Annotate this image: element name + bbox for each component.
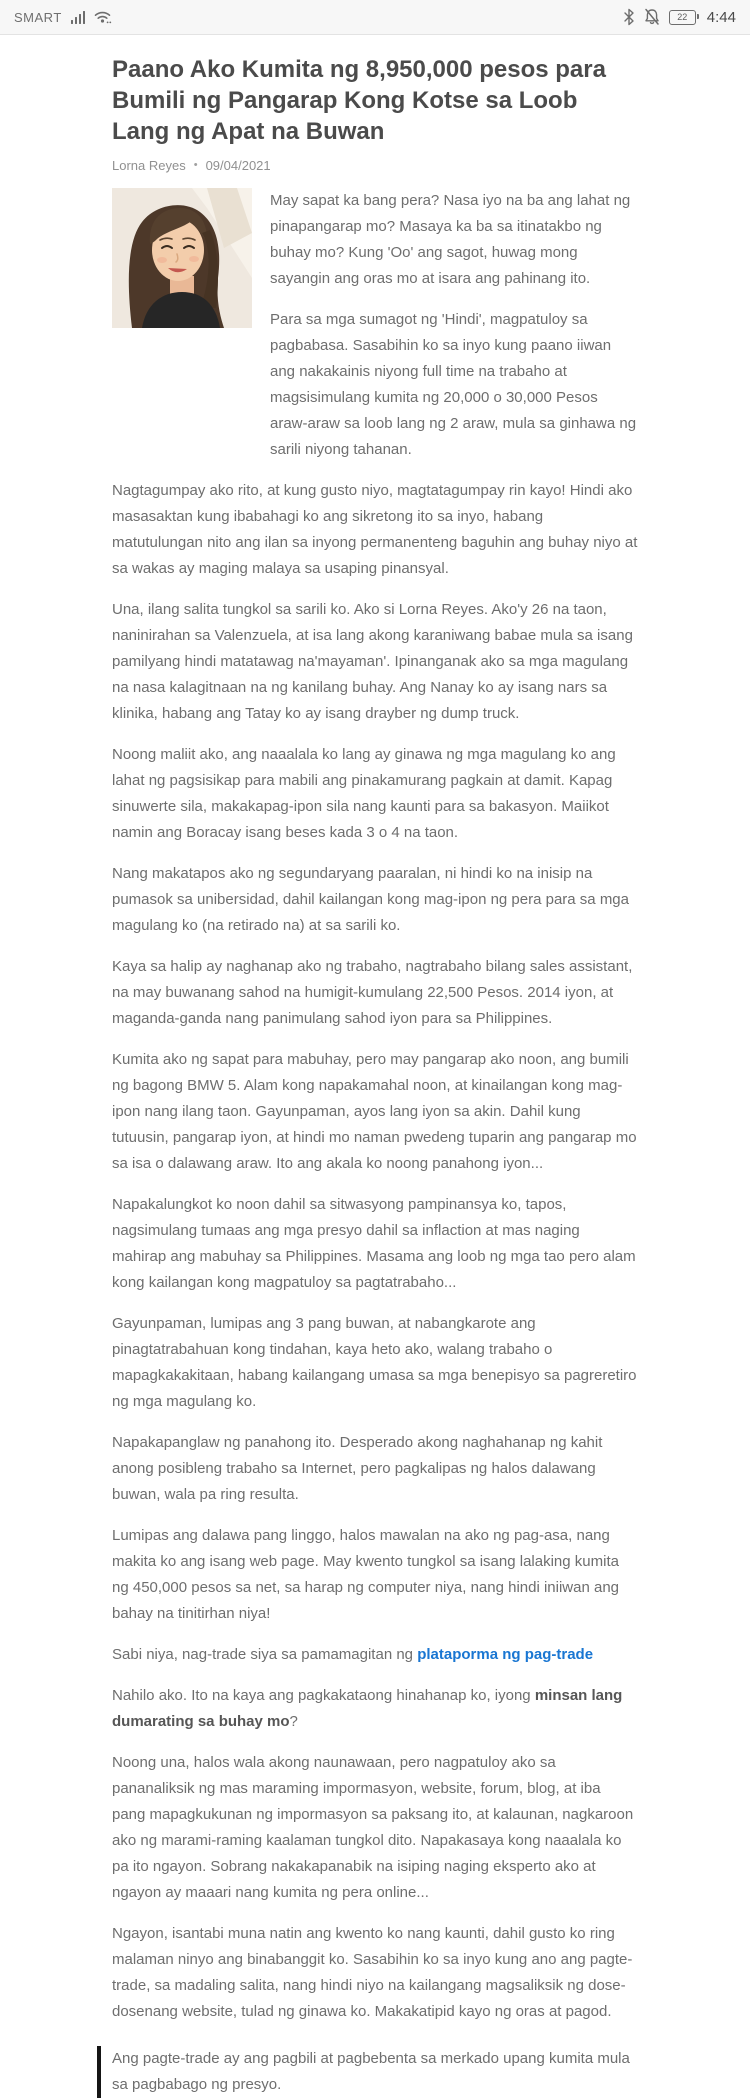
paragraph xyxy=(112,1642,638,1668)
publish-date: 09/04/2021 xyxy=(205,157,271,173)
signal-strength-icon xyxy=(71,11,86,24)
trade-platform-link[interactable]: plataporma ng pag-trade xyxy=(417,1645,594,1663)
paragraph: Lumipas ang dalawa pang linggo, halos mawalan na ako ng pag-asa, nang makita ko ang isang web page. May kwento tungkol sa isang lalaking kumita ng 450,000 pesos sa net, sa harap ng computer niya, nang hindi iniiwan ang bahay na tinitirhan niya! xyxy=(112,1526,620,1622)
page-title: Paano Ako Kumita ng 8,950,000 pesos para Bumili ng Pangarap Kong Kotse sa Loob Lang ng Apat na Buwan xyxy=(112,56,606,146)
bluetooth-icon xyxy=(623,8,635,26)
byline xyxy=(112,158,638,173)
paragraph: Kaya sa halip ay naghanap ako ng trabaho, nagtrabaho bilang sales assistant, na may buwanang sahod na humigit-kumulang 22,500 Pesos. 2014 iyon, at maganda-ganda nang panimulang sahod iyon para sa Philippines. xyxy=(112,957,633,1027)
carrier-label: SMART xyxy=(14,9,62,25)
paragraph: Napakalungkot ko noon dahil sa sitwasyong pampinansya ko, tapos, nagsimulang tumaas ang mga presyo dahil sa inflaction at mas naging mahirap ang mabuhay sa Philippines. Masama ang loob ng mga tao pero alam kong kailangan kong magpatuloy sa pagtatrabaho... xyxy=(112,1195,636,1291)
status-bar xyxy=(0,0,750,35)
battery-percent: 22 xyxy=(677,12,688,22)
author-name: Lorna Reyes xyxy=(112,157,186,173)
paragraph: Nagtagumpay ako rito, at kung gusto niyo, magtatagumpay rin kayo! Hindi ako masasaktan kung ibabahagi ko ang sikretong ito sa inyo, habang matutulungan nito ang ilan sa inyong permanenteng baguhin ang buhay niyo at sa wakas ay maging malaya sa usaping pinansyal. xyxy=(112,481,638,577)
paragraph: Noong maliit ako, ang naaalala ko lang ay ginawa ng mga magulang ko ang lahat ng pagsisikap para mabili ang pinakamurang pagkain at damit. Kapag sinuwerte sila, makakapag-ipon sila nang kaunti para sa bakasyon. Maiikot namin ang Boracay isang beses kada 3 o 4 na taon. xyxy=(112,745,616,841)
paragraph-text: ? xyxy=(289,1712,298,1730)
paragraph: Una, ilang salita tungkol sa sarili ko. Ako si Lorna Reyes. Ako'y 26 na taon, naninirahan sa Valenzuela, at isa lang akong karaniwang babae mula sa isang pamilyang hindi matatawag na'mayaman'. Ipinanganak ako sa mga magulang na nasa kalagitnaan na ng kanilang buhay. Ang Nanay ko ay isang nars sa klinika, habang ang Tatay ko ay isang drayber ng dump truck. xyxy=(112,600,633,722)
byline-separator: • xyxy=(193,159,198,172)
author-photo xyxy=(112,188,252,328)
trade-definition-quote: Ang pagte-trade ay ang pagbili at pagbebenta sa merkado upang kumita mula sa pagbabago ng presyo. xyxy=(97,2046,638,2098)
intro-paragraphs xyxy=(270,188,638,463)
battery-icon xyxy=(669,10,696,25)
paragraph: Para sa mga sumagot ng 'Hindi', magpatuloy sa pagbabasa. Sasabihin ko sa inyo kung paano iiwan ang nakakainis niyong full time na trabaho at magsisimulang kumita ng 20,000 o 30,000 Pesos araw-araw sa loob lang ng 2 araw, mula sa ginhawa ng sarili niyong tahanan. xyxy=(270,310,637,458)
paragraph-text: Nahilo ako. Ito na kaya ang pagkakataong hinahanap ko, iyong xyxy=(112,1686,535,1704)
wifi-icon xyxy=(94,10,112,24)
paragraph-text: Sabi niya, nag-trade siya sa pamamagitan ng xyxy=(112,1645,418,1663)
emphasized-text: minsan lang dumarating sa buhay mo xyxy=(112,1686,623,1730)
article-body xyxy=(112,478,638,2025)
paragraph: Gayunpaman, lumipas ang 3 pang buwan, at nabangkarote ang pinagtatrabahuan kong tindahan, kaya heto ako, walang trabaho o mapagkakakitaan, habang kailangang umasa sa mga benepisyo sa pagreretiro ng mga magulang ko. xyxy=(112,1314,637,1410)
paragraph: Noong una, halos wala akong naunawaan, pero nagpatuloy ako sa pananaliksik ng mas maraming impormasyon, website, forum, blog, at iba pang mapagkukunan ng impormasyon sa paksang ito, at kalaunan, nagkaroon ako ng marami-raming kaalaman tungkol dito. Napakasaya kong naaalala ko pa ito ngayon. Sobrang nakakapanabik na isiping naging eksperto ako at ngayon ay maaari nang kumita ng pera online... xyxy=(112,1753,634,1901)
paragraph: Kumita ako ng sapat para mabuhay, pero may pangarap ako noon, ang bumili ng bagong BMW 5. Alam kong napakamahal noon, at kinailangan kong mag-ipon nang ilang taon. Gayunpaman, ayos lang iyon sa akin. Dahil kung tutuusin, pangarap iyon, at hindi mo naman pwedeng tuparin ang pangarap mo sa isa o dalawang araw. Ito ang akala ko noong panahong iyon... xyxy=(112,1050,637,1172)
clock: 4:44 xyxy=(706,8,736,26)
paragraph: May sapat ka bang pera? Nasa iyo na ba ang lahat ng pinapangarap mo? Masaya ka ba sa itinatakbo ng buhay mo? Kung 'Oo' ang sagot, huwag mong sayangin ang oras mo at isara ang pahinang ito. xyxy=(270,191,631,287)
paragraph: Nang makatapos ako ng segundaryang paaralan, ni hindi ko na inisip na pumasok sa unibersidad, dahil kailangan kong mag-ipon ng pera para sa mga magulang ko (na retirado na) at sa sarili ko. xyxy=(112,864,629,934)
paragraph xyxy=(112,1683,638,1735)
paragraph: Ngayon, isantabi muna natin ang kwento ko nang kaunti, dahil gusto ko ring malaman ninyo ang binabanggit ko. Sasabihin ko sa inyo kung ano ang pagte-trade, sa madaling salita, nang hindi niyo na kailangang magsaliksik ng dose-dosenang website, tulad ng ginawa ko. Makakatipid kayo ng oras at pagod. xyxy=(112,1924,633,2020)
paragraph: Napakapanglaw ng panahong ito. Desperado akong naghahanap ng kahit anong posibleng trabaho sa Internet, pero pagkalipas ng halos dalawang buwan, wala pa ring resulta. xyxy=(112,1433,603,1503)
notifications-off-icon xyxy=(644,8,660,26)
article xyxy=(112,35,638,2098)
